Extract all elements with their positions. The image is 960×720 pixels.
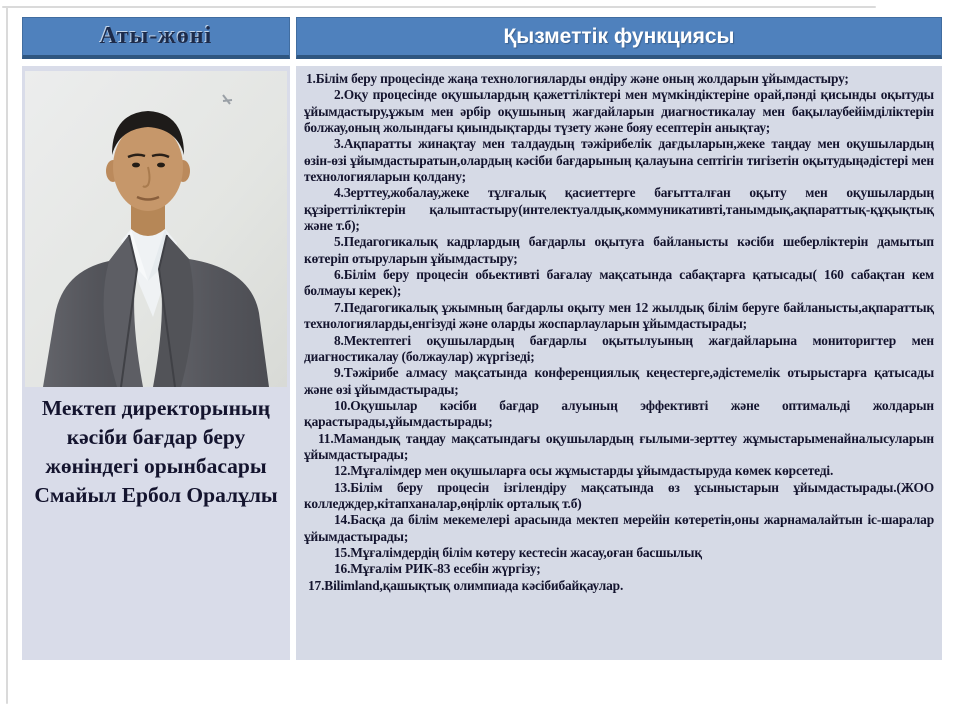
person-title-block xyxy=(22,394,290,510)
person-title-line: Мектеп директорының xyxy=(41,396,271,420)
function-item-15: 15.Мұғалімдердің білім көтеру кестесін жасау,оған басшылық xyxy=(334,544,702,560)
header-name-label: Аты-жөні xyxy=(99,23,213,49)
person-title-line: кәсіби бағдар беру xyxy=(66,425,246,449)
function-item-2: 2.Оқу процесінде оқушылардың қажеттіліктері мен мүмкіндіктеріне орай,пәнді қисынды оқытуды ұйымдастыру,ұжым мен әрбір оқушының жағдайларын диагностикалау мен бақылаубейімділіктерін болжау,оның жолындағы қиындықтарды түзету және бояу есептерін анықтау; xyxy=(304,87,934,136)
function-item-3: 3.Ақпаратты жинақтау мен талдаудың тәжірибелік дағдыларын,жеке таңдау мен оқушылардың өзін-өзі ұйымдастыратын,олардың кәсіби бағдарының қалауына септігін тигізетін оқытудыңәдістері мен технологияларын қолдану; xyxy=(304,136,934,185)
person-title-line: жөніндегі орынбасары xyxy=(45,454,267,478)
header-cell-function xyxy=(296,17,942,59)
function-item-13: 13.Білім беру процесін ізгілендіру мақсатында өз ұсыныстарын ұйымдастырады.(ЖОО колледждер,кітапханалар,өңірлік орталық т.б) xyxy=(304,479,934,511)
slide-frame-left-line xyxy=(6,6,8,704)
functions-cell xyxy=(296,66,942,660)
function-item-12: 12.Мұғалімдер мен оқушыларға осы жұмыстарды ұйымдастыруда көмек көрсетеді. xyxy=(334,463,834,479)
function-item-16: 16.Мұғалім РИК-83 есебін жүргізу; xyxy=(334,561,541,577)
person-cell xyxy=(22,66,290,660)
function-item-9: 9.Тәжірибе алмасу мақсатында конференциялық кеңестерге,әдістемелік отырыстарға қатысады және өзі ұйымдастырады; xyxy=(304,365,934,397)
function-item-8: 8.Мектептегі оқушылардың бағдарлы оқытылуының жағдайларына мониторигтер мен диагностикалау (болжаулар) жүргізеді; xyxy=(304,332,934,364)
function-item-5: 5.Педагогикалық кадрлардың бағдарлы оқытуға байланысты кәсіби шеберліктерін дамытып көтеріп отыруларын ұйымдастыру; xyxy=(304,234,934,266)
function-item-4: 4.Зерттеу,жобалау,жеке тұлғалық қасиеттерге бағытталған оқыту мен оқушылардың құзіреттіліктерін қалыптастыру(интелектуалдық,коммуникативті,танымдық,ақпараттық-құқықтық және т.б); xyxy=(304,185,934,234)
function-item-10: 10.Оқушылар кәсіби бағдар алуының эффективті және оптимальді жолдарын қарастырады,ұйымдастырады; xyxy=(304,397,934,430)
header-function-label: Қызметтік функциясы xyxy=(503,24,735,48)
person-title-line: Смайыл Ербол Оралұлы xyxy=(34,483,278,507)
function-item-14: 14.Басқа да білім мекемелері арасында мектеп мерейін көтеретін,оны жарнамалайтын іс-шаралар ұйымдастырады; xyxy=(304,512,934,544)
header-cell-name xyxy=(22,17,290,59)
function-item-1: 1.Білім беру процесінде жаңа технологияларды өндіру және оның жолдарын ұйымдастыру; xyxy=(306,71,849,86)
slide-frame-top-line xyxy=(2,6,876,8)
function-item-6: 6.Білім беру процесін обьективті бағалау мақсатында сабақтарға қатысады( 160 сабақтан кем болмауы керек); xyxy=(304,267,934,299)
function-item-11: 11.Мамандық таңдау мақсатындағы оқушылардың ғылыми-зерттеу жұмыстарыменайналысуларын ұйымдастырады; xyxy=(304,430,934,462)
function-item-17: 17.Bilimland,қашықтық олимпиада кәсібибайқаулар. xyxy=(308,577,624,593)
person-photo xyxy=(25,71,287,387)
function-item-7: 7.Педагогикалық ұжымның бағдарлы оқыту мен 12 жылдық білім беруге байланысты,ақпараттық технологияларды,енгізуді және оларды жоспарлауларын ұйымдастырады; xyxy=(304,299,934,332)
